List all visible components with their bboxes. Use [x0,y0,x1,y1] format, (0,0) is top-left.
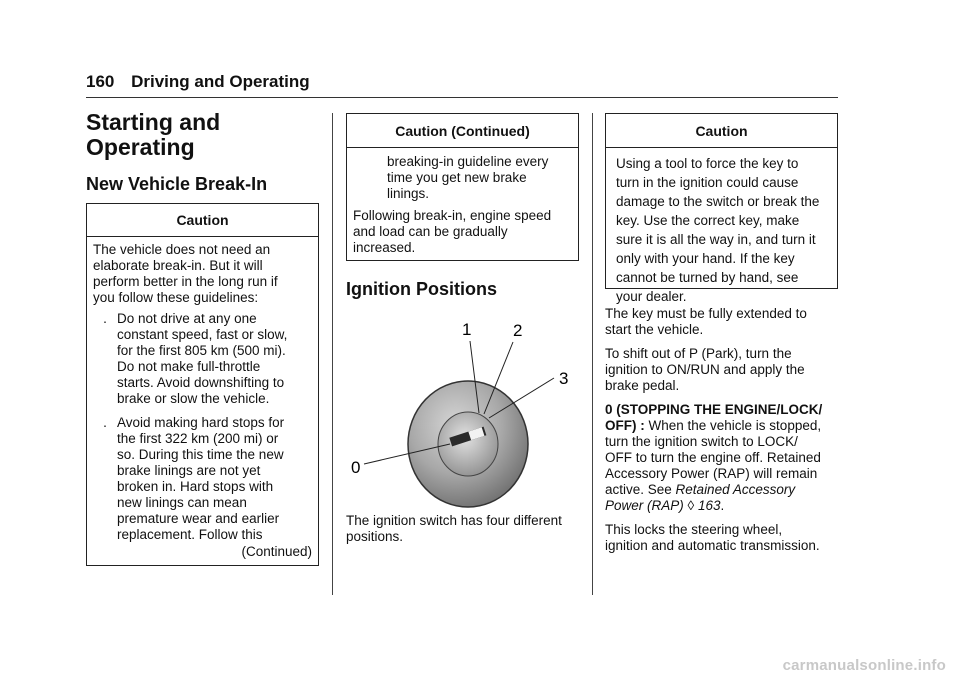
cross-reference-link-cont[interactable]: Power (RAP) [605,498,684,513]
text-line: Using a tool to force the key to [616,156,799,171]
caution-box-break-in [86,203,319,566]
continued-label: (Continued) [241,544,312,559]
text-line: cannot be turned by hand, see [616,270,799,285]
caution-text-a [353,154,572,202]
page-number: 160 [86,72,115,91]
text-line: The ignition switch has four different [346,513,562,528]
position-label-3: 3 [559,369,569,388]
position-0-term: 0 (STOPPING THE ENGINE/LOCK/ [605,402,823,417]
figure-caption-text [346,513,582,545]
caution-box-tool [605,113,838,304]
chapter-title-line-2: Operating [86,134,195,160]
text-line: broken in. Hard stops with [117,479,274,494]
caution-body [87,237,318,559]
text-line: you follow these guidelines: [93,290,259,305]
paragraph-shift-park [605,346,845,394]
text-line: starts. Avoid downshifting to [117,375,285,390]
paragraph-locks [605,522,845,554]
ignition-body-text [605,306,845,562]
bullet-marker: . [103,415,107,430]
section-heading-break-in: New Vehicle Break-In [86,174,268,194]
section-heading-ignition: Ignition Positions [346,279,497,299]
text-line: Do not make full-throttle [117,359,261,374]
watermark: carmanualsonline.info [782,657,946,674]
text-line: turn in the ignition could cause [616,175,799,190]
position-0-term-end: OFF) : [605,418,645,433]
position-label-1: 1 [462,320,472,339]
text-line: and load can be gradually [353,224,508,239]
text-line: brake pedal. [605,378,680,393]
text-line: premature wear and earlier [117,511,280,526]
text-line: increased. [353,240,416,255]
text-line: your dealer. [616,289,687,304]
text-line: brake or slow the vehicle. [117,391,270,406]
text-line: Avoid making hard stops for [117,415,285,430]
switch-cylinder [438,412,498,476]
figure-caption [346,513,582,545]
text-line: elaborate break-in. But it will [93,258,263,273]
page-header [86,72,310,92]
text-line: only with your hand. If the key [616,251,795,266]
page-ref-number[interactable]: 163 [697,498,721,513]
page-ref-icon: ◊ [687,498,695,513]
text-line: breaking-in guideline every [387,154,549,169]
caution-intro [93,242,312,306]
caution-title: Caution (Continued) [395,123,530,139]
text-line: damage to the switch or break the [616,194,820,209]
cross-reference-link[interactable]: Retained Accessory [675,482,796,497]
text-line: ignition and automatic transmission. [605,538,820,553]
chapter-title [86,110,220,160]
position-label-0: 0 [351,458,361,477]
text-line: ignition to ON/RUN and apply the [605,362,805,377]
sentence-end: . [720,498,725,513]
text-line: key. Use the correct key, make [616,213,800,228]
paragraph-lock-off-text: When the vehicle is stopped, turn the ignition switch to LOCK/ OFF to turn the engine off. Retained Accessory Power (RAP) will remain active. See [605,418,822,497]
bullet-item [93,415,312,543]
caution-box-continued [346,113,579,261]
text-line: time you get new brake [387,170,527,185]
bullet-item [93,311,312,407]
bullet-text [117,415,284,543]
text-line: start the vehicle. [605,322,704,337]
text-line: new linings can mean [117,495,247,510]
section-title: Driving and Operating [131,72,310,91]
paragraph-lock-off [605,402,845,514]
text-line: The vehicle does not need an [93,242,271,257]
text-line: The key must be fully extended to [605,306,807,321]
column-divider-1 [332,113,333,595]
caution-text-b [353,208,572,256]
bullet-text [117,311,287,407]
paragraph-key-extended [605,306,845,338]
caution-body [347,148,578,256]
text-line: sure it is all the way in, and turn it [616,232,816,247]
text-line: positions. [346,529,404,544]
ignition-switch-diagram [346,312,578,512]
text-line: brake linings are not yet [117,463,261,478]
column-divider-2 [592,113,593,595]
caution-title: Caution [176,212,229,228]
caution-body [606,148,837,306]
text-line: linings. [387,186,430,201]
text-line: To shift out of P (Park), turn the [605,346,792,361]
text-line: constant speed, fast or slow, [117,327,288,342]
text-line: the first 322 km (200 mi) or [117,431,279,446]
bullet-marker: . [103,311,107,326]
text-line: replacement. Follow this [117,527,263,542]
caution-title: Caution [695,123,748,139]
text-line: perform better in the long run if [93,274,278,289]
position-label-2: 2 [513,321,523,340]
text-line: Do not drive at any one [117,311,257,326]
chapter-title-line-1: Starting and [86,109,221,135]
text-line: so. During this time the new [117,447,284,462]
text-line: Following break-in, engine speed [353,208,552,223]
header-divider [86,97,838,98]
text-line: This locks the steering wheel, [605,522,783,537]
text-line: for the first 805 km (500 mi). [117,343,286,358]
